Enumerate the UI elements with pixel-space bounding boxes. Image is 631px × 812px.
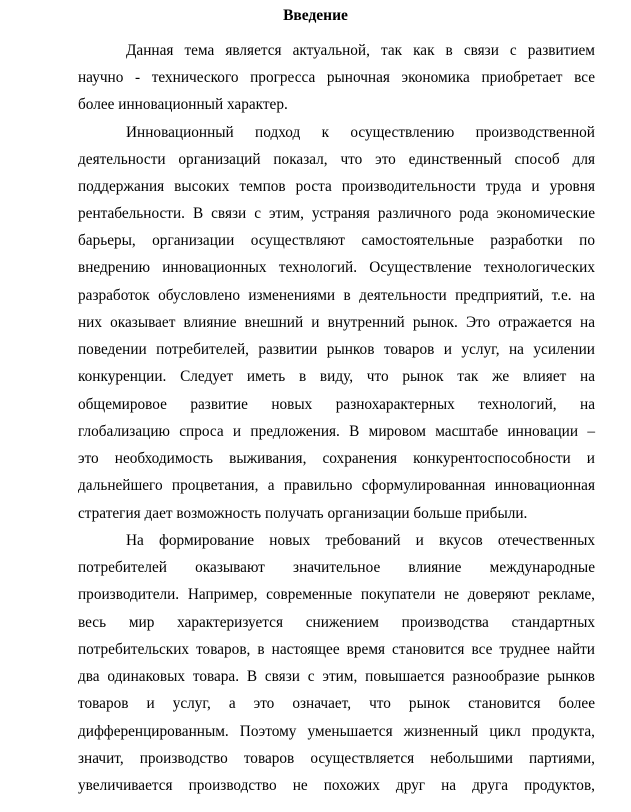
paragraph-2-line-14: дальнейшего процветания, а правильно сформулированная инновационная: [78, 477, 595, 494]
paragraph-2-line-1: Инновационный подход к осуществлению производственной: [126, 124, 595, 141]
paragraph-2-line-9: поведении потребителей, развитии рынков товаров и услуг, на усилении: [78, 341, 595, 358]
paragraph-2-line-15: стратегия дает возможность получать организации больше прибыли.: [78, 505, 528, 522]
paragraph-3-line-3: производители. Например, современные покупатели не доверяют рекламе,: [78, 586, 595, 603]
paragraph-2-line-2: деятельности организаций показал, что это единственный способ для: [78, 151, 595, 168]
paragraph-2-line-12: глобализацию спроса и предложения. В мировом масштабе инновации –: [78, 423, 595, 440]
paragraph-3-line-6: два одинаковых товара. В связи с этим, повышается разнообразие рынков: [78, 668, 595, 685]
paragraph-2-line-6: внедрению инновационных технологий. Осуществление технологических: [78, 259, 595, 276]
paragraph-2-line-7: разработок обусловлено изменениями в деятельности предприятий, т.е. на: [78, 287, 595, 304]
paragraph-2-line-10: конкуренции. Следует иметь в виду, что рынок так же влияет на: [78, 368, 595, 385]
paragraph-2-line-4: рентабельности. В связи с этим, устраняя различного рода экономические: [78, 205, 595, 222]
paragraph-3-line-9: значит, производство товаров осуществляется небольшими партиями,: [78, 750, 595, 767]
paragraph-3-line-7: товаров и услуг, а это означает, что рынок становится более: [78, 695, 595, 712]
paragraph-2-line-5: барьеры, организации осуществляют самостоятельные разработки по: [78, 232, 595, 249]
paragraph-3-line-4: весь мир характеризуется снижением производства стандартных: [78, 614, 595, 631]
paragraph-1-line-1: Данная тема является актуальной, так как в связи с развитием: [126, 42, 595, 59]
paragraph-1-line-2: научно - технического прогресса рыночная экономика приобретает все: [78, 69, 595, 86]
paragraph-3-line-5: потребительских товаров, в настоящее время становится все труднее найти: [78, 641, 595, 658]
paragraph-2-line-3: поддержания высоких темпов роста производительности труда и уровня: [78, 178, 595, 195]
paragraph-3-line-2: потребителей оказывают значительное влияние международные: [78, 559, 595, 576]
paragraph-2-line-11: общемировое развитие новых разнохарактерных технологий, на: [78, 396, 595, 413]
paragraph-3-line-1: На формирование новых требований и вкусов отечественных: [126, 532, 595, 549]
paragraph-2-line-8: них оказывает влияние внешний и внутренний рынок. Это отражается на: [78, 314, 595, 331]
paragraph-3-line-8: дифференцированным. Поэтому уменьшается жизненный цикл продукта,: [78, 723, 595, 740]
paragraph-3-line-10: увеличивается производство не похожих друг на друга продуктов,: [78, 777, 595, 794]
paragraph-1-line-3: более инновационный характер.: [78, 96, 288, 113]
paragraph-2-line-13: это необходимость выживания, сохранения конкурентоспособности и: [78, 450, 595, 467]
document-heading: Введение: [283, 7, 348, 24]
